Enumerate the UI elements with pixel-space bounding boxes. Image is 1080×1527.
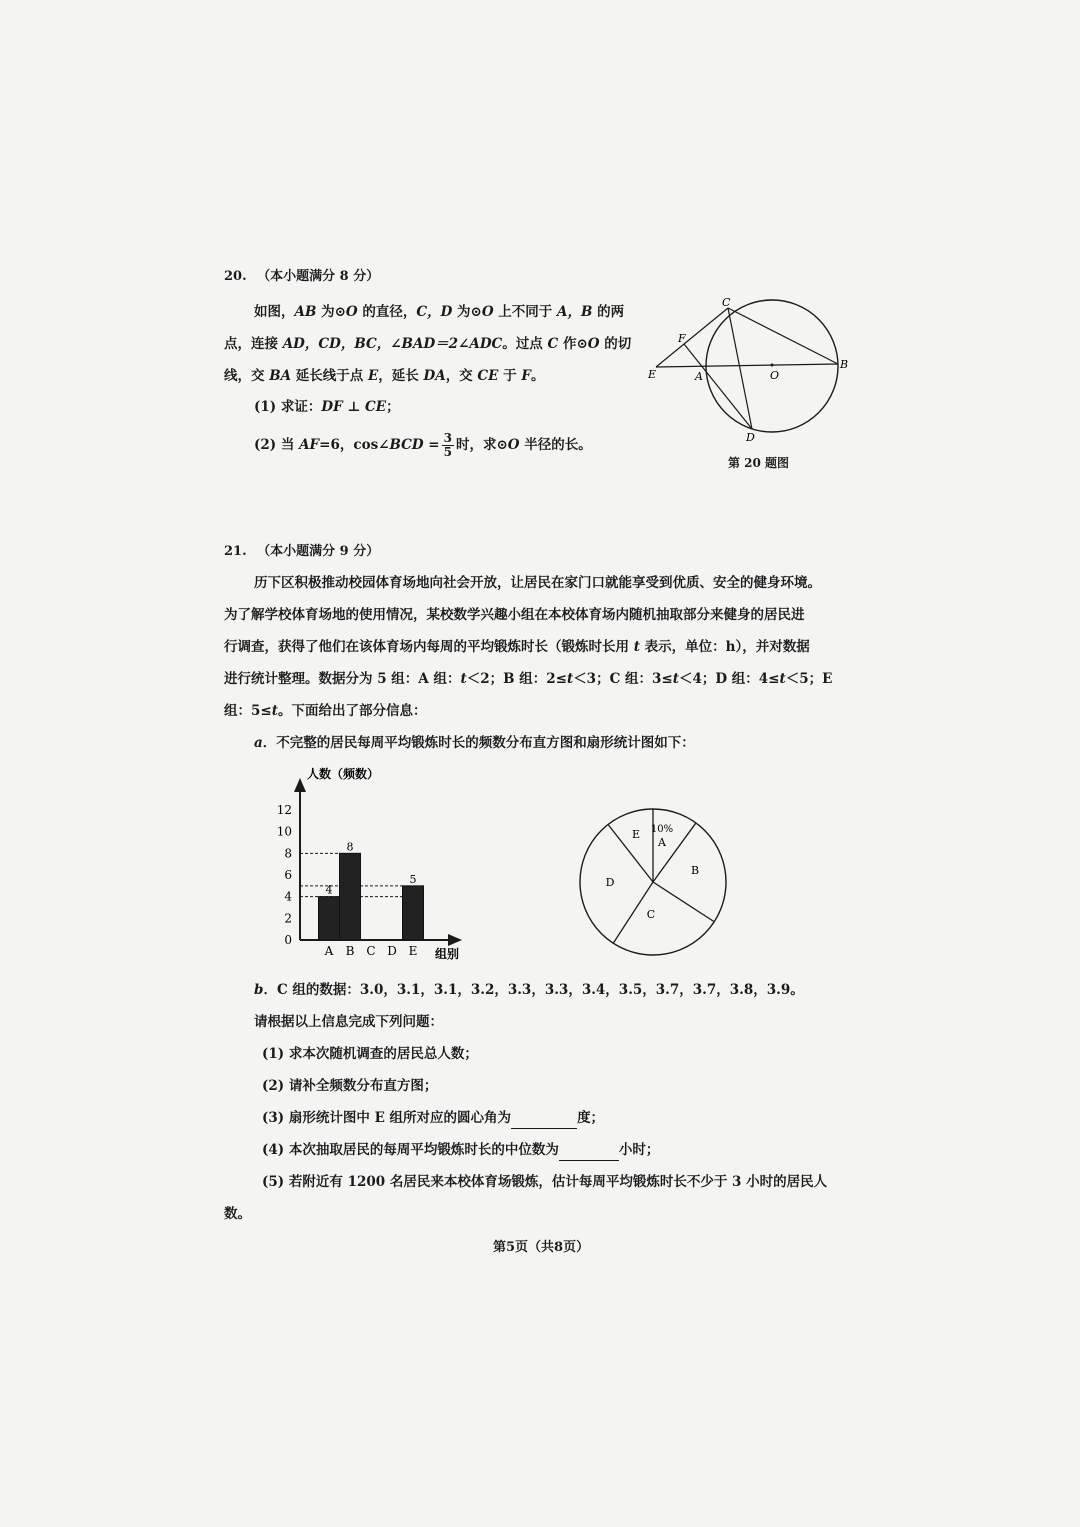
- bar-E: [403, 886, 424, 940]
- q20-geometry-figure: [640, 290, 860, 450]
- q20-text: C，D: [416, 304, 453, 320]
- q20-text: 半径的长。: [519, 437, 592, 453]
- q21-text: 进行统计整理。数据分为 5 组：A 组：: [224, 671, 461, 687]
- histogram-y-label: 人数（频数）: [307, 767, 380, 781]
- q21-text: ＜2；B 组：2≤: [466, 671, 567, 687]
- q21-sub2: (2) 请补全频数分布直方图；: [262, 1078, 438, 1094]
- pie-slice-label-E: E: [631, 828, 641, 841]
- tangent-ce: [656, 308, 728, 367]
- y-tick-label: 12: [276, 803, 292, 817]
- fraction-denominator: 5: [443, 445, 452, 459]
- data-label: 8: [346, 840, 354, 854]
- q20-score: （本小题满分 8 分）: [257, 269, 380, 284]
- q20-text: 为⊙: [316, 304, 346, 320]
- pie-chart: [570, 800, 740, 970]
- histogram-chart: [250, 760, 490, 970]
- q20-text: ∠BAD＝2∠ADC: [390, 336, 503, 352]
- q21-number: 21.: [224, 544, 247, 559]
- q21-text: 组：5≤: [224, 703, 272, 719]
- q20-text: ，交: [445, 368, 478, 384]
- q21-text: ＜5；E: [785, 671, 833, 687]
- x-tick-label: C: [366, 944, 376, 958]
- q21-info-a: [254, 733, 695, 753]
- histogram-x-label: 组别: [435, 947, 460, 961]
- label-d: D: [746, 431, 755, 444]
- q21-info-b: [254, 980, 804, 1000]
- data-label: 5: [409, 872, 417, 886]
- q20-text: AB: [294, 304, 317, 320]
- bar-A: [319, 897, 340, 940]
- q20-text: 。: [530, 368, 545, 384]
- y-tick-label: 6: [284, 868, 292, 882]
- q20-line2: [224, 334, 631, 354]
- q20-text: 如图，: [254, 304, 295, 320]
- bar-B: [340, 853, 361, 940]
- q20-number: 20.: [224, 269, 247, 284]
- q20-text: 时，求⊙: [455, 437, 508, 453]
- q21-text: t: [566, 671, 574, 687]
- q20-text: O: [587, 336, 600, 352]
- x-tick-label: E: [408, 944, 418, 958]
- q21-sub4: [262, 1140, 659, 1161]
- label-c: C: [722, 296, 731, 309]
- q21-text: 度；: [577, 1110, 605, 1126]
- q20-text: CE: [477, 368, 499, 384]
- q20-line1: [254, 302, 624, 322]
- q21-text: t: [271, 703, 278, 719]
- q21-text: 小时；: [618, 1142, 660, 1158]
- y-tick-label: 2: [284, 911, 292, 926]
- pie-slice-label-C: C: [646, 908, 656, 921]
- q21-sub3: [262, 1108, 604, 1129]
- q20-line3: [224, 366, 544, 386]
- y-axis-arrow-icon: [294, 778, 306, 792]
- q20-text: 为⊙: [452, 304, 482, 320]
- q21-sub5-end: 数。: [224, 1206, 251, 1222]
- q20-text: BCD: [389, 437, 424, 453]
- q21-paragraph-line5: [224, 701, 426, 721]
- answer-blank[interactable]: [511, 1108, 577, 1129]
- q21-text: (3) 扇形统计图中 E 组所对应的圆心角为: [262, 1110, 512, 1126]
- q20-text: F: [521, 368, 531, 384]
- answer-blank[interactable]: [559, 1140, 619, 1161]
- q20-text: A，B: [557, 304, 593, 320]
- fraction-numerator: 3: [443, 431, 452, 445]
- q20-text: O: [481, 304, 494, 320]
- q20-text: 点，连接: [224, 336, 283, 352]
- pie-slice-percent: 10%: [650, 824, 674, 835]
- q21-text: ＜4；D 组：4≤: [678, 671, 780, 687]
- q21-text: 表示，单位：h），并对数据: [639, 639, 810, 655]
- line-cd: [728, 308, 752, 429]
- q20-text: (2) 当: [254, 437, 300, 453]
- center-point-o: [771, 364, 774, 367]
- q21-sub1: (1) 求本次随机调查的居民总人数；: [262, 1046, 478, 1062]
- q21-text: (4) 本次抽取居民的每周平均锻炼时长的中位数为: [262, 1142, 559, 1158]
- q20-figure-caption: 第 20 题图: [728, 456, 790, 470]
- label-b: B: [840, 358, 849, 371]
- q21-text: 行调查，获得了他们在该体育场内每周的平均锻炼时长（锻炼时长用: [224, 639, 634, 655]
- fraction-3-5: [442, 432, 454, 459]
- q20-text: C: [547, 336, 559, 352]
- q21-text: b: [254, 982, 264, 998]
- q20-text: 的两: [592, 304, 625, 320]
- label-a: A: [695, 370, 703, 383]
- q20-text: AD，CD，BC，: [282, 336, 391, 352]
- label-o: O: [770, 369, 780, 382]
- q21-heading: [224, 540, 379, 559]
- q21-ask: 请根据以上信息完成下列问题：: [254, 1014, 443, 1030]
- q20-text: 的直径，: [357, 304, 417, 320]
- q20-part1: [254, 397, 400, 417]
- q21-text: t: [633, 639, 640, 655]
- q20-text: 线，交: [224, 368, 270, 384]
- label-f: F: [678, 332, 686, 345]
- histogram-x-ticks: [324, 944, 418, 958]
- y-tick-label: 4: [284, 889, 292, 904]
- x-tick-label: A: [324, 944, 334, 958]
- line-fd: [684, 344, 752, 429]
- label-e: E: [648, 368, 657, 381]
- pie-slice-label-A: A: [658, 836, 666, 849]
- q20-text: ，延长: [378, 368, 424, 384]
- pie-divider: [653, 882, 714, 922]
- y-tick-label: 8: [284, 846, 292, 861]
- q21-text: t: [672, 671, 679, 687]
- q21-paragraph-line3: [224, 637, 810, 657]
- q20-text: 的切: [599, 336, 632, 352]
- q20-text: ；: [386, 399, 400, 415]
- y-tick-label: 0: [284, 933, 292, 947]
- y-tick-label: 10: [276, 824, 292, 839]
- pie-divider: [608, 824, 653, 882]
- q21-text: ．不完整的居民每周平均锻炼时长的频数分布直方图和扇形统计图如下：: [262, 735, 695, 751]
- q20-text: 上不同于: [493, 304, 558, 320]
- q21-score: （本小题满分 9 分）: [257, 544, 380, 559]
- q20-text: DF ⊥ CE: [321, 399, 387, 415]
- q21-text: ．C 组的数据：3.0，3.1，3.1，3.2，3.3，3.3，3.4，3.5，3.7，3.7，3.8，3.9。: [263, 982, 804, 998]
- q20-text: 于: [498, 368, 522, 384]
- page-footer: 第5页（共8页）: [493, 1240, 590, 1255]
- q20-text: DA: [423, 368, 446, 384]
- q21-paragraph-line2: 为了解学校体育场地的使用情况，某校数学兴趣小组在本校体育场内随机抽取部分来健身的居民进: [224, 607, 805, 623]
- q20-text: AF: [299, 437, 320, 453]
- line-cb: [728, 308, 838, 364]
- q20-text: (1) 求证：: [254, 399, 322, 415]
- pie-slice-label-D: D: [605, 876, 615, 889]
- x-tick-label: B: [345, 944, 355, 958]
- q21-text: ＜3；C 组：3≤: [573, 671, 673, 687]
- q21-text: t: [460, 671, 467, 687]
- q20-text: 延长线于点: [291, 368, 368, 384]
- data-label: 4: [325, 883, 333, 897]
- q21-paragraph-line1: 历下区积极推动校园体育场地向社会开放，让居民在家门口就能享受到优质、安全的健身环境。: [254, 575, 821, 591]
- q21-sub5: (5) 若附近有 1200 名居民来本校体育场锻炼，估计每周平均锻炼时长不少于 3 小时的居民人: [262, 1174, 828, 1190]
- q20-text: E: [368, 368, 379, 384]
- q20-text: =: [423, 437, 440, 453]
- q21-text: t: [779, 671, 786, 687]
- q21-paragraph-line4: [224, 669, 832, 689]
- x-axis-arrow-icon: [448, 934, 462, 946]
- q20-text: BA: [269, 368, 292, 384]
- q20-text: =6，cos∠: [319, 437, 390, 453]
- q20-text: 作⊙: [558, 336, 588, 352]
- line-eb: [656, 364, 838, 367]
- q20-part2: [254, 430, 592, 460]
- q20-text: O: [345, 304, 358, 320]
- pie-slice-label-B: B: [690, 864, 700, 877]
- histogram-y-ticks: [277, 803, 293, 947]
- q20-heading: [224, 265, 379, 284]
- q21-text: 。下面给出了部分信息：: [277, 703, 427, 719]
- q20-text: 。过点: [502, 336, 548, 352]
- q20-text: O: [507, 437, 520, 453]
- x-tick-label: D: [387, 944, 397, 958]
- q21-text: a: [254, 735, 263, 751]
